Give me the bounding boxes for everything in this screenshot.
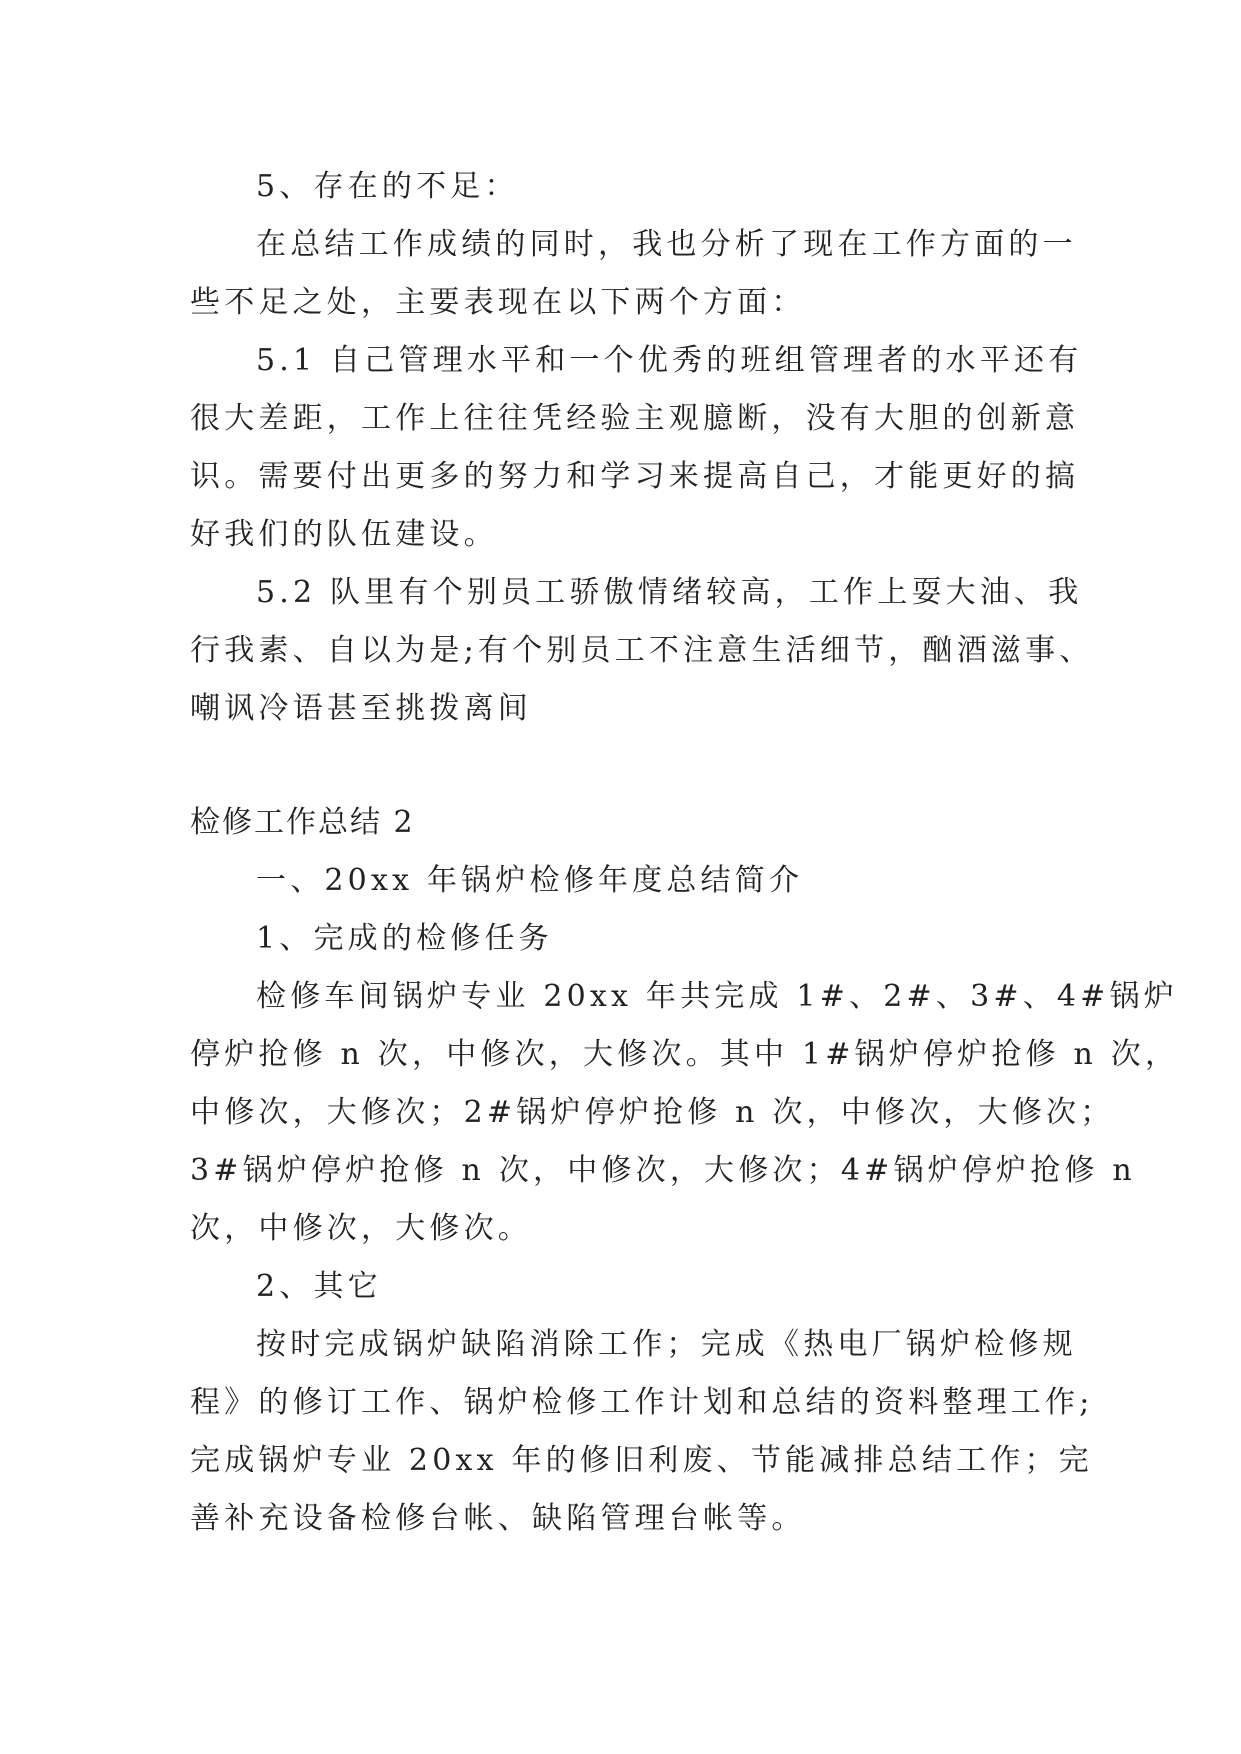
paragraph-line: 程》的修订工作、锅炉检修工作计划和总结的资料整理工作;: [190, 1385, 1094, 1420]
paragraph-line: 停炉抢修 n 次，中修次，大修次。其中 1#锅炉停炉抢修 n 次，: [190, 1037, 1180, 1072]
paragraph-line: 很大差距，工作上往往凭经验主观臆断，没有大胆的创新意: [190, 401, 1080, 436]
paragraph-line: 识。需要付出更多的努力和学习来提高自己，才能更好的搞: [190, 459, 1080, 494]
section-deficiencies: [190, 158, 1094, 738]
paragraph-line: 在总结工作成绩的同时，我也分析了现在工作方面的一: [256, 227, 1077, 262]
paragraph-line: 好我们的队伍建设。: [190, 517, 498, 552]
paragraph-line: 按时完成锅炉缺陷消除工作；完成《热电厂锅炉检修规: [256, 1327, 1077, 1362]
paragraph-line: 行我素、自以为是;有个别员工不注意生活细节，酗酒滋事、: [190, 633, 1094, 668]
paragraph-line: 些不足之处，主要表现在以下两个方面：: [190, 285, 806, 320]
paragraph-line: 检修车间锅炉专业 20xx 年共完成 1#、2#、3#、4#锅炉: [256, 979, 1178, 1014]
document-body: [190, 158, 1180, 1548]
paragraph-line: 嘲讽冷语甚至挑拨离间: [190, 691, 532, 726]
paragraph-line: 5、存在的不足：: [256, 169, 519, 204]
paragraph-line: 善补充设备检修台帐、缺陷管理台帐等。: [190, 1501, 806, 1536]
paragraph-line: 3#锅炉停炉抢修 n 次，中修次，大修次；4#锅炉停炉抢修 n: [190, 1153, 1136, 1188]
paragraph-line: 2、其它: [256, 1269, 382, 1304]
section-heading: 检修工作总结 2: [190, 805, 415, 840]
paragraph-line: 完成锅炉专业 20xx 年的修旧利废、节能减排总结工作；完: [190, 1443, 1093, 1478]
paragraph-line: 5.2 队里有个别员工骄傲情绪较高，工作上耍大油、我: [256, 575, 1083, 610]
paragraph-line: 1、完成的检修任务: [256, 921, 553, 956]
section-gap: [190, 738, 1060, 794]
paragraph-line: 中修次，大修次；2#锅炉停炉抢修 n 次，中修次，大修次；: [190, 1095, 1115, 1130]
paragraph-line: 次，中修次，大修次。: [190, 1211, 532, 1246]
paragraph-line: 一、20xx 年锅炉检修年度总结简介: [256, 863, 804, 898]
paragraph-line: 5.1 自己管理水平和一个优秀的班组管理者的水平还有: [256, 343, 1083, 378]
section-maintenance-summary: [190, 794, 1180, 1548]
